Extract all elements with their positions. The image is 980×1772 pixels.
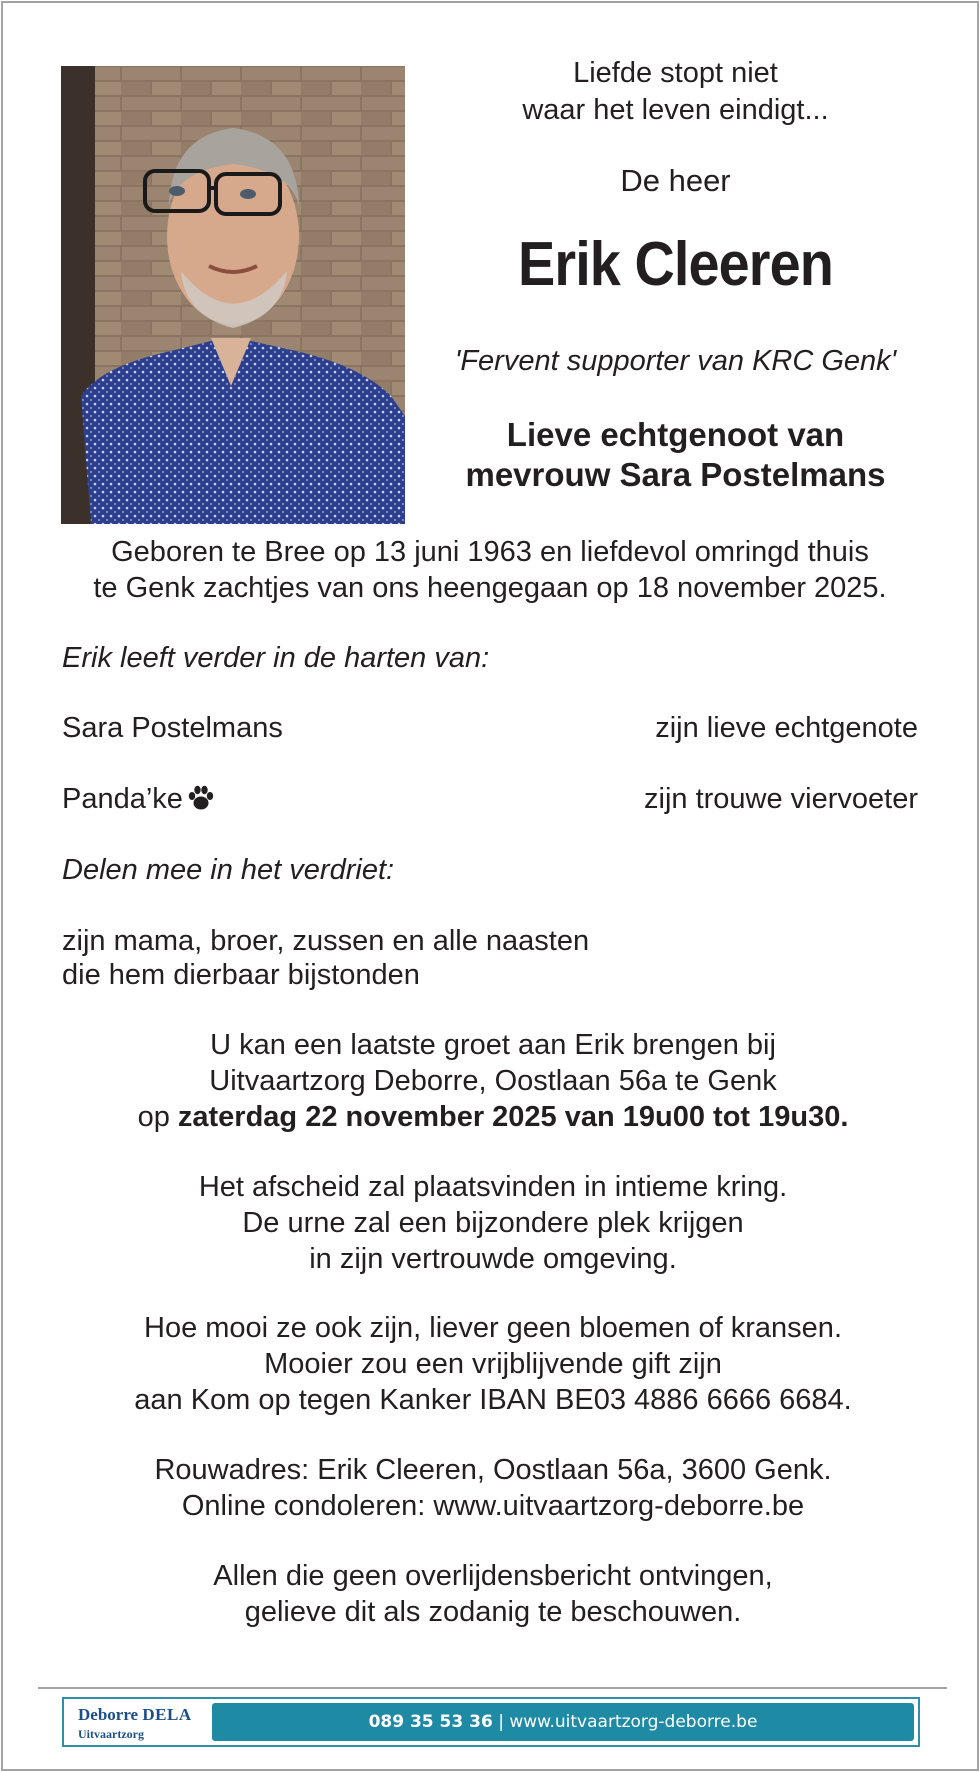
- flowers-line-1: Hoe mooi ze ook zijn, liever geen bloemen of kransen.: [144, 1312, 842, 1344]
- farewell-info: [3, 1169, 980, 1277]
- quote-line-1: Liefde stopt niet: [573, 57, 778, 89]
- farewell-line-3: in zijn vertrouwde omgeving.: [309, 1243, 677, 1275]
- closing-line-1: Allen die geen overlijdensbericht ontvingen,: [213, 1560, 773, 1592]
- birth-line-2: te Genk zachtjes van ons heengegaan op 18 november 2025.: [93, 572, 887, 604]
- sharing-text: [62, 924, 589, 992]
- visitation-prefix: op: [137, 1101, 178, 1133]
- survivors-heading: Erik leeft verder in de harten van:: [62, 642, 490, 674]
- farewell-line-1: Het afscheid zal plaatsvinden in intieme kring.: [198, 1171, 788, 1203]
- logo-brand: Deborre: [78, 1705, 139, 1724]
- sharing-heading: Delen mee in het verdriet:: [62, 854, 395, 886]
- spouse-line-1: Lieve echtgenoot van: [506, 416, 845, 453]
- spouse-line: [423, 415, 928, 495]
- birth-death-info: [3, 534, 977, 606]
- salutation: De heer: [620, 163, 731, 198]
- address-line-2: Online condoleren: www.uitvaartzorg-deborre.be: [181, 1490, 805, 1522]
- opening-quote: [423, 55, 928, 129]
- phone-number[interactable]: 089 35 53 36: [368, 1712, 493, 1732]
- motto: 'Fervent supporter van KRC Genk': [454, 345, 897, 377]
- footer-divider: [38, 1687, 947, 1689]
- visitation-info: [3, 1027, 980, 1135]
- spouse-line-2: mevrouw Sara Postelmans: [465, 456, 886, 493]
- sharing-line-2: die hem dierbaar bijstonden: [62, 959, 420, 991]
- visitation-date-time: zaterdag 22 november 2025 van 19u00 tot 19u30.: [177, 1101, 849, 1133]
- obituary-card: [1, 1, 979, 1771]
- survivor-name-2: Panda’ke: [62, 783, 183, 815]
- website-link[interactable]: www.uitvaartzorg-deborre.be: [509, 1712, 758, 1732]
- mourning-address: [3, 1452, 980, 1524]
- logo-subtitle: Uitvaartzorg: [78, 1727, 144, 1741]
- visitation-line-1: U kan een laatste groet aan Erik brengen bij: [210, 1029, 776, 1061]
- flowers-line-2: Mooier zou een vrijblijvende gift zijn: [264, 1348, 722, 1380]
- survivor-row-2: [62, 783, 215, 819]
- visitation-line-3: [3, 1099, 980, 1135]
- portrait-photo: [61, 66, 405, 524]
- visitation-line-2: Uitvaartzorg Deborre, Oostlaan 56a te Genk: [209, 1065, 777, 1097]
- birth-line-1: Geboren te Bree op 13 juni 1963 en liefdevol omringd thuis: [111, 536, 869, 568]
- address-line-1: Rouwadres: Erik Cleeren, Oostlaan 56a, 3600 Genk.: [154, 1454, 832, 1486]
- flowers-line-3: aan Kom op tegen Kanker IBAN BE03 4886 6666 6684.: [134, 1384, 852, 1416]
- survivor-relation-1: zijn lieve echtgenote: [655, 712, 918, 744]
- sharing-line-1: zijn mama, broer, zussen en alle naasten: [62, 925, 590, 957]
- portrait-illustration: [61, 66, 405, 524]
- logo-dela: DELA: [142, 1705, 192, 1724]
- flowers-donation-info: [3, 1310, 980, 1418]
- survivor-name-1: Sara Postelmans: [62, 712, 283, 744]
- paw-icon: [187, 785, 215, 819]
- closing-line-2: gelieve dit als zodanig te beschouwen.: [244, 1596, 742, 1628]
- funeral-home-logo: [78, 1705, 192, 1742]
- contact-bar: [212, 1703, 914, 1741]
- closing-note: [3, 1558, 980, 1630]
- survivor-relation-2: zijn trouwe viervoeter: [644, 783, 918, 815]
- farewell-line-2: De urne zal een bijzondere plek krijgen: [242, 1207, 744, 1239]
- funeral-home-footer: [62, 1697, 920, 1747]
- quote-line-2: waar het leven eindigt...: [522, 94, 829, 126]
- separator: |: [498, 1712, 504, 1732]
- deceased-name: Erik Cleeren: [518, 230, 833, 299]
